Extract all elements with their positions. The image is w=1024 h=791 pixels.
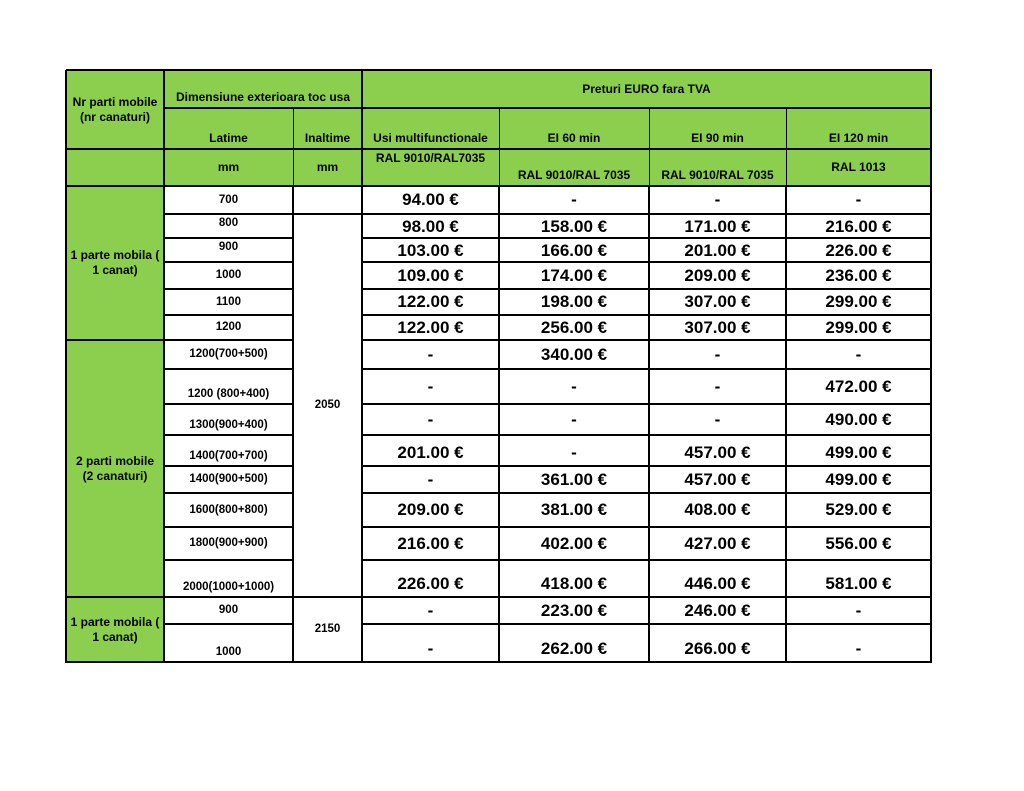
width-cell: 1200(700+500) [189, 348, 268, 361]
table-border [66, 69, 932, 71]
price-ei60: 361.00 € [540, 469, 608, 489]
price-ei60: 418.00 € [540, 573, 608, 593]
price-ei120: 581.00 € [825, 573, 892, 593]
price-usi: 98.00 € [402, 217, 459, 236]
grid-line [164, 107, 931, 109]
price-ei60: 198.00 € [540, 292, 608, 312]
grid-line [362, 492, 931, 494]
width-cell: 1200 [215, 321, 242, 334]
height-2050: 2050 [314, 399, 341, 412]
width-cell: 2000(1000+1000) [182, 580, 275, 593]
price-ei120: - [855, 600, 862, 620]
price-ei60: 166.00 € [540, 241, 608, 260]
grid-line [164, 403, 293, 405]
price-ei90: 246.00 € [684, 600, 751, 620]
grid-line [362, 368, 931, 370]
price-usi: - [427, 344, 434, 364]
price-ei90: 457.00 € [684, 469, 751, 489]
price-usi: - [427, 409, 434, 429]
grid-line [292, 186, 294, 662]
price-ei60: - [571, 442, 577, 462]
width-cell: 1000 [215, 269, 242, 282]
price-ei120: - [855, 638, 862, 658]
header-usi-multifunctionale: Usi multifunctionale [362, 108, 499, 149]
grid-line [362, 434, 931, 436]
header-ral-usi: RAL 9010/RAL7035 [362, 149, 499, 186]
grid-line [362, 526, 931, 528]
grid-line [164, 314, 293, 316]
price-ei90: 307.00 € [684, 292, 751, 312]
grid-line [164, 559, 293, 561]
grid-line [164, 213, 293, 215]
price-ei60: 174.00 € [540, 265, 608, 285]
price-ei120: 299.00 € [825, 292, 892, 312]
price-ei60: 223.00 € [540, 600, 608, 620]
grid-line [785, 186, 787, 662]
table-border [930, 70, 932, 663]
price-ei90: 171.00 € [684, 217, 751, 236]
price-usi: - [427, 600, 434, 620]
price-ei90: - [714, 409, 721, 429]
price-ei60: 262.00 € [540, 638, 608, 658]
grid-line [362, 623, 931, 625]
price-ei120: - [855, 344, 862, 364]
grid-line [293, 108, 294, 186]
grid-line [362, 261, 931, 263]
grid-line [163, 186, 165, 662]
grid-line [164, 237, 293, 239]
price-ei90: 307.00 € [684, 317, 751, 337]
price-ei120: 472.00 € [825, 376, 892, 396]
price-usi: 226.00 € [397, 573, 464, 593]
price-ei90: 266.00 € [684, 638, 751, 658]
price-usi: 122.00 € [397, 292, 464, 312]
price-ei60: - [571, 376, 577, 396]
price-ei90: 408.00 € [684, 500, 751, 520]
price-usi: 201.00 € [397, 442, 464, 462]
grid-line [499, 108, 500, 186]
header-inaltime: Inaltime [293, 108, 362, 149]
width-cell: 1400(700+700) [189, 449, 268, 462]
table-border [65, 70, 67, 663]
price-ei90: 457.00 € [684, 442, 751, 462]
price-ei120: 499.00 € [825, 442, 892, 462]
price-ei120: 216.00 € [825, 217, 892, 236]
grid-line [164, 623, 293, 625]
price-ei90: 209.00 € [684, 265, 751, 285]
header-ral-ei60: RAL 9010/RAL 7035 [499, 149, 649, 186]
width-cell: 1800(900+900) [189, 537, 268, 550]
header-blank-cell [66, 149, 164, 186]
grid-line [164, 492, 293, 494]
price-ei90: 427.00 € [684, 533, 751, 553]
header-dimensiune: Dimensiune exterioara toc usa [164, 70, 362, 108]
header-unit-inaltime: mm [293, 149, 362, 186]
width-cell: 1400(900+500) [189, 473, 268, 486]
group-label: 1 parte mobila ( 1 canat) [66, 186, 164, 340]
width-cell: 1200 (800+400) [187, 387, 270, 400]
price-ei60: 158.00 € [540, 217, 608, 236]
grid-line [362, 465, 931, 467]
width-cell: 900 [218, 604, 239, 617]
price-usi: - [427, 469, 434, 489]
price-ei60: 381.00 € [540, 500, 608, 520]
price-usi: 103.00 € [397, 241, 464, 260]
grid-line [362, 213, 931, 215]
price-usi: 209.00 € [397, 500, 464, 520]
width-cell: 700 [218, 193, 239, 206]
price-ei60: - [571, 409, 577, 429]
grid-line [362, 596, 931, 598]
price-ei120: - [855, 190, 862, 210]
grid-line [164, 434, 293, 436]
grid-line [164, 526, 293, 528]
grid-line [164, 368, 293, 370]
grid-line [362, 237, 931, 239]
header-ei120: EI 120 min [786, 108, 931, 149]
group-label: 1 parte mobila ( 1 canat) [66, 597, 164, 662]
width-cell: 900 [218, 241, 239, 253]
price-usi: 216.00 € [397, 533, 464, 553]
price-ei90: 446.00 € [684, 573, 751, 593]
grid-line [293, 213, 362, 215]
header-unit-latime: mm [164, 149, 293, 186]
grid-line [786, 108, 787, 186]
width-cell: 1300(900+400) [189, 418, 268, 431]
grid-line [362, 559, 931, 561]
header-ei90: EI 90 min [649, 108, 786, 149]
header-ei60: EI 60 min [499, 108, 649, 149]
grid-line [164, 465, 293, 467]
grid-line [293, 596, 362, 598]
header-ral-ei90: RAL 9010/RAL 7035 [649, 149, 786, 186]
price-ei90: - [714, 190, 721, 210]
grid-line [362, 314, 931, 316]
price-ei60: 340.00 € [540, 344, 608, 364]
price-ei90: 201.00 € [684, 241, 751, 260]
grid-line [164, 288, 293, 290]
height-empty-cell [293, 186, 362, 214]
price-usi: 109.00 € [397, 265, 464, 285]
group-label: 2 parti mobile (2 canaturi) [66, 340, 164, 597]
width-cell: 1000 [215, 645, 242, 658]
price-usi: 122.00 € [397, 317, 464, 337]
grid-line [649, 108, 650, 186]
grid-line [648, 186, 650, 662]
price-ei120: 529.00 € [825, 500, 892, 520]
width-cell: 1100 [216, 295, 241, 308]
header-preturi: Preturi EURO fara TVA [362, 70, 931, 108]
grid-line [362, 403, 931, 405]
price-usi: - [427, 638, 434, 658]
grid-line [361, 70, 363, 186]
grid-line [498, 186, 500, 662]
width-cell: 800 [218, 217, 239, 229]
grid-line [164, 261, 293, 263]
price-ei90: - [714, 344, 721, 364]
price-ei120: 490.00 € [825, 409, 892, 429]
grid-line [361, 186, 363, 662]
price-ei120: 556.00 € [825, 533, 892, 553]
price-ei60: 256.00 € [540, 317, 608, 337]
price-ei60: - [571, 190, 577, 210]
width-cell: 1600(800+800) [189, 503, 268, 516]
grid-line [362, 288, 931, 290]
header-ral-ei120: RAL 1013 [786, 149, 931, 186]
price-usi: 94.00 € [402, 190, 459, 210]
price-ei120: 236.00 € [825, 265, 892, 285]
price-ei120: 226.00 € [825, 241, 892, 260]
height-2150: 2150 [314, 623, 341, 636]
grid-line [66, 339, 293, 341]
price-ei120: 299.00 € [825, 317, 892, 337]
header-nr-parti: Nr parti mobile (nr canaturi) [66, 70, 164, 149]
price-ei60: 402.00 € [540, 533, 608, 553]
grid-line [66, 596, 293, 598]
price-ei120: 499.00 € [825, 469, 892, 489]
header-latime: Latime [164, 108, 293, 149]
price-usi: - [427, 376, 434, 396]
price-ei90: - [714, 376, 721, 396]
grid-line [362, 339, 931, 341]
grid-line [163, 70, 165, 186]
